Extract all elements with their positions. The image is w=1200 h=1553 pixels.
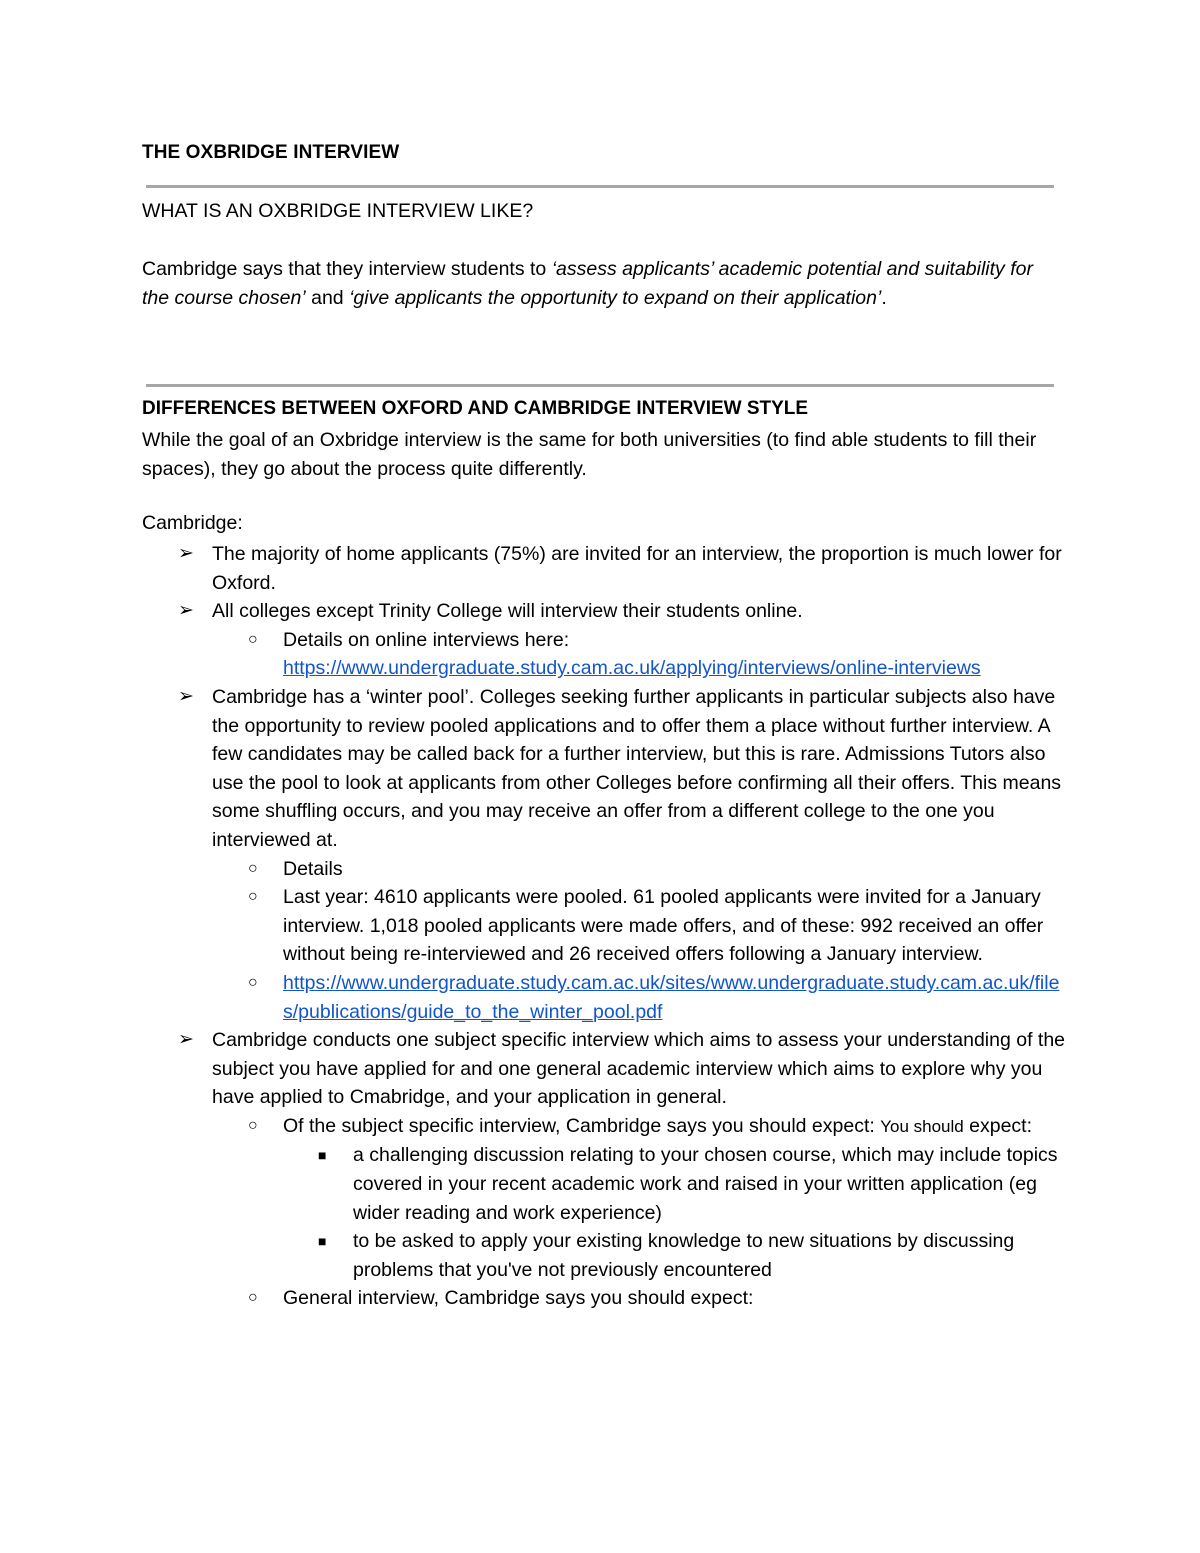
circle-bullet-icon: ○ (248, 1289, 258, 1307)
list-item-text: Details (283, 857, 343, 880)
section-heading: DIFFERENCES BETWEEN OXFORD AND CAMBRIDGE INTERVIEW STYLE (142, 398, 809, 419)
list-item-text: All colleges except Trinity College will interview their students online. (212, 600, 803, 623)
arrow-bullet-icon: ➢ (178, 543, 194, 564)
list-item (142, 1112, 1072, 1142)
list-item (142, 855, 1072, 884)
intro-quote-2: ‘give applicants the opportunity to expand on their application’ (349, 286, 882, 309)
list-item (142, 626, 1072, 683)
circle-bullet-icon: ○ (248, 859, 258, 877)
list-item (142, 540, 1072, 597)
list-item-text: General interview, Cambridge says you should expect: (283, 1287, 754, 1310)
list-item-text: The majority of home applicants (75%) are invited for an interview, the proportion is much lower for Oxford. (212, 543, 1062, 594)
list-item-text: Cambridge has a ‘winter pool’. Colleges seeking further applicants in particular subjects also have the opportunity to review pooled applications and to offer them a place without further interview. A few candidates may be called back for a further interview, but this is rare. Admissions Tutors also use the pool to look at applicants from other Colleges before confirming all their offers. This means some shuffling occurs, and you may receive an offer from a different college to the one you interviewed at. (212, 685, 1062, 851)
square-bullet-icon: ■ (318, 1233, 327, 1250)
intro-text: and (305, 286, 350, 309)
document-title: THE OXBRIDGE INTERVIEW (142, 142, 400, 163)
circle-bullet-icon: ○ (248, 1116, 258, 1134)
circle-bullet-icon: ○ (248, 630, 258, 648)
intro-paragraph (142, 255, 1042, 312)
intro-text: . (881, 286, 887, 309)
list-item-text: You should (880, 1116, 964, 1136)
circle-bullet-icon: ○ (248, 888, 258, 906)
circle-bullet-icon: ○ (248, 973, 258, 991)
list-item (142, 883, 1072, 969)
list-item (142, 683, 1072, 855)
list-item-text: to be asked to apply your existing knowledge to new situations by discussing problems that you've not previously encountered (353, 1230, 1015, 1281)
online-interviews-link[interactable]: https://www.undergraduate.study.cam.ac.uk/applying/interviews/online-interviews (283, 657, 981, 680)
list-item (142, 969, 1072, 1026)
subheading: WHAT IS AN OXBRIDGE INTERVIEW LIKE? (142, 200, 534, 222)
arrow-bullet-icon: ➢ (178, 685, 194, 707)
arrow-bullet-icon: ➢ (178, 600, 194, 622)
horizontal-rule (146, 384, 1054, 387)
section-paragraph: While the goal of an Oxbridge interview is the same for both universities (to find able students to fill their spaces), they go about the process quite differently. (142, 429, 1037, 480)
list-item-text: expect: (963, 1114, 1033, 1137)
intro-quote-1: ‘assess applicants’ academic potential and suitability for the course chosen’ (142, 258, 1033, 309)
cambridge-label: Cambridge: (142, 512, 243, 534)
list-item (142, 597, 1072, 626)
list-item-text: Last year: 4610 applicants were pooled. 61 pooled applicants were invited for a January interview. 1,018 pooled applicants were made offers, and of these: 992 received an offer without being re-interviewed and 26 received offers following a January interview. (283, 886, 1044, 966)
arrow-bullet-icon: ➢ (178, 1029, 194, 1051)
list-item (142, 1227, 1072, 1284)
list-item (142, 1026, 1072, 1112)
list-item-text: Details on online interviews here: (283, 628, 570, 651)
list-item-text: Cambridge conducts one subject specific interview which aims to assess your understanding of the subject you have applied for and one general academic interview which aims to explore why you have applied to Cmabridge, and your application in general. (212, 1029, 1066, 1109)
list-item-text: a challenging discussion relating to your chosen course, which may include topics covered in your recent academic work and raised in your written application (eg wider reading and work experience) (353, 1144, 1058, 1224)
list-item (142, 1284, 1072, 1313)
winter-pool-guide-link[interactable]: https://www.undergraduate.study.cam.ac.uk/sites/www.undergraduate.study.cam.ac.uk/files/publications/guide_to_the_winter_pool.pdf (283, 971, 1060, 1023)
list-item-text: Of the subject specific interview, Cambridge says you should expect: (283, 1114, 881, 1137)
intro-text: Cambridge says that they interview students to (142, 258, 552, 280)
bullet-list (142, 540, 1072, 1313)
list-item (142, 1141, 1072, 1227)
horizontal-rule (146, 185, 1054, 188)
square-bullet-icon: ■ (318, 1147, 327, 1164)
